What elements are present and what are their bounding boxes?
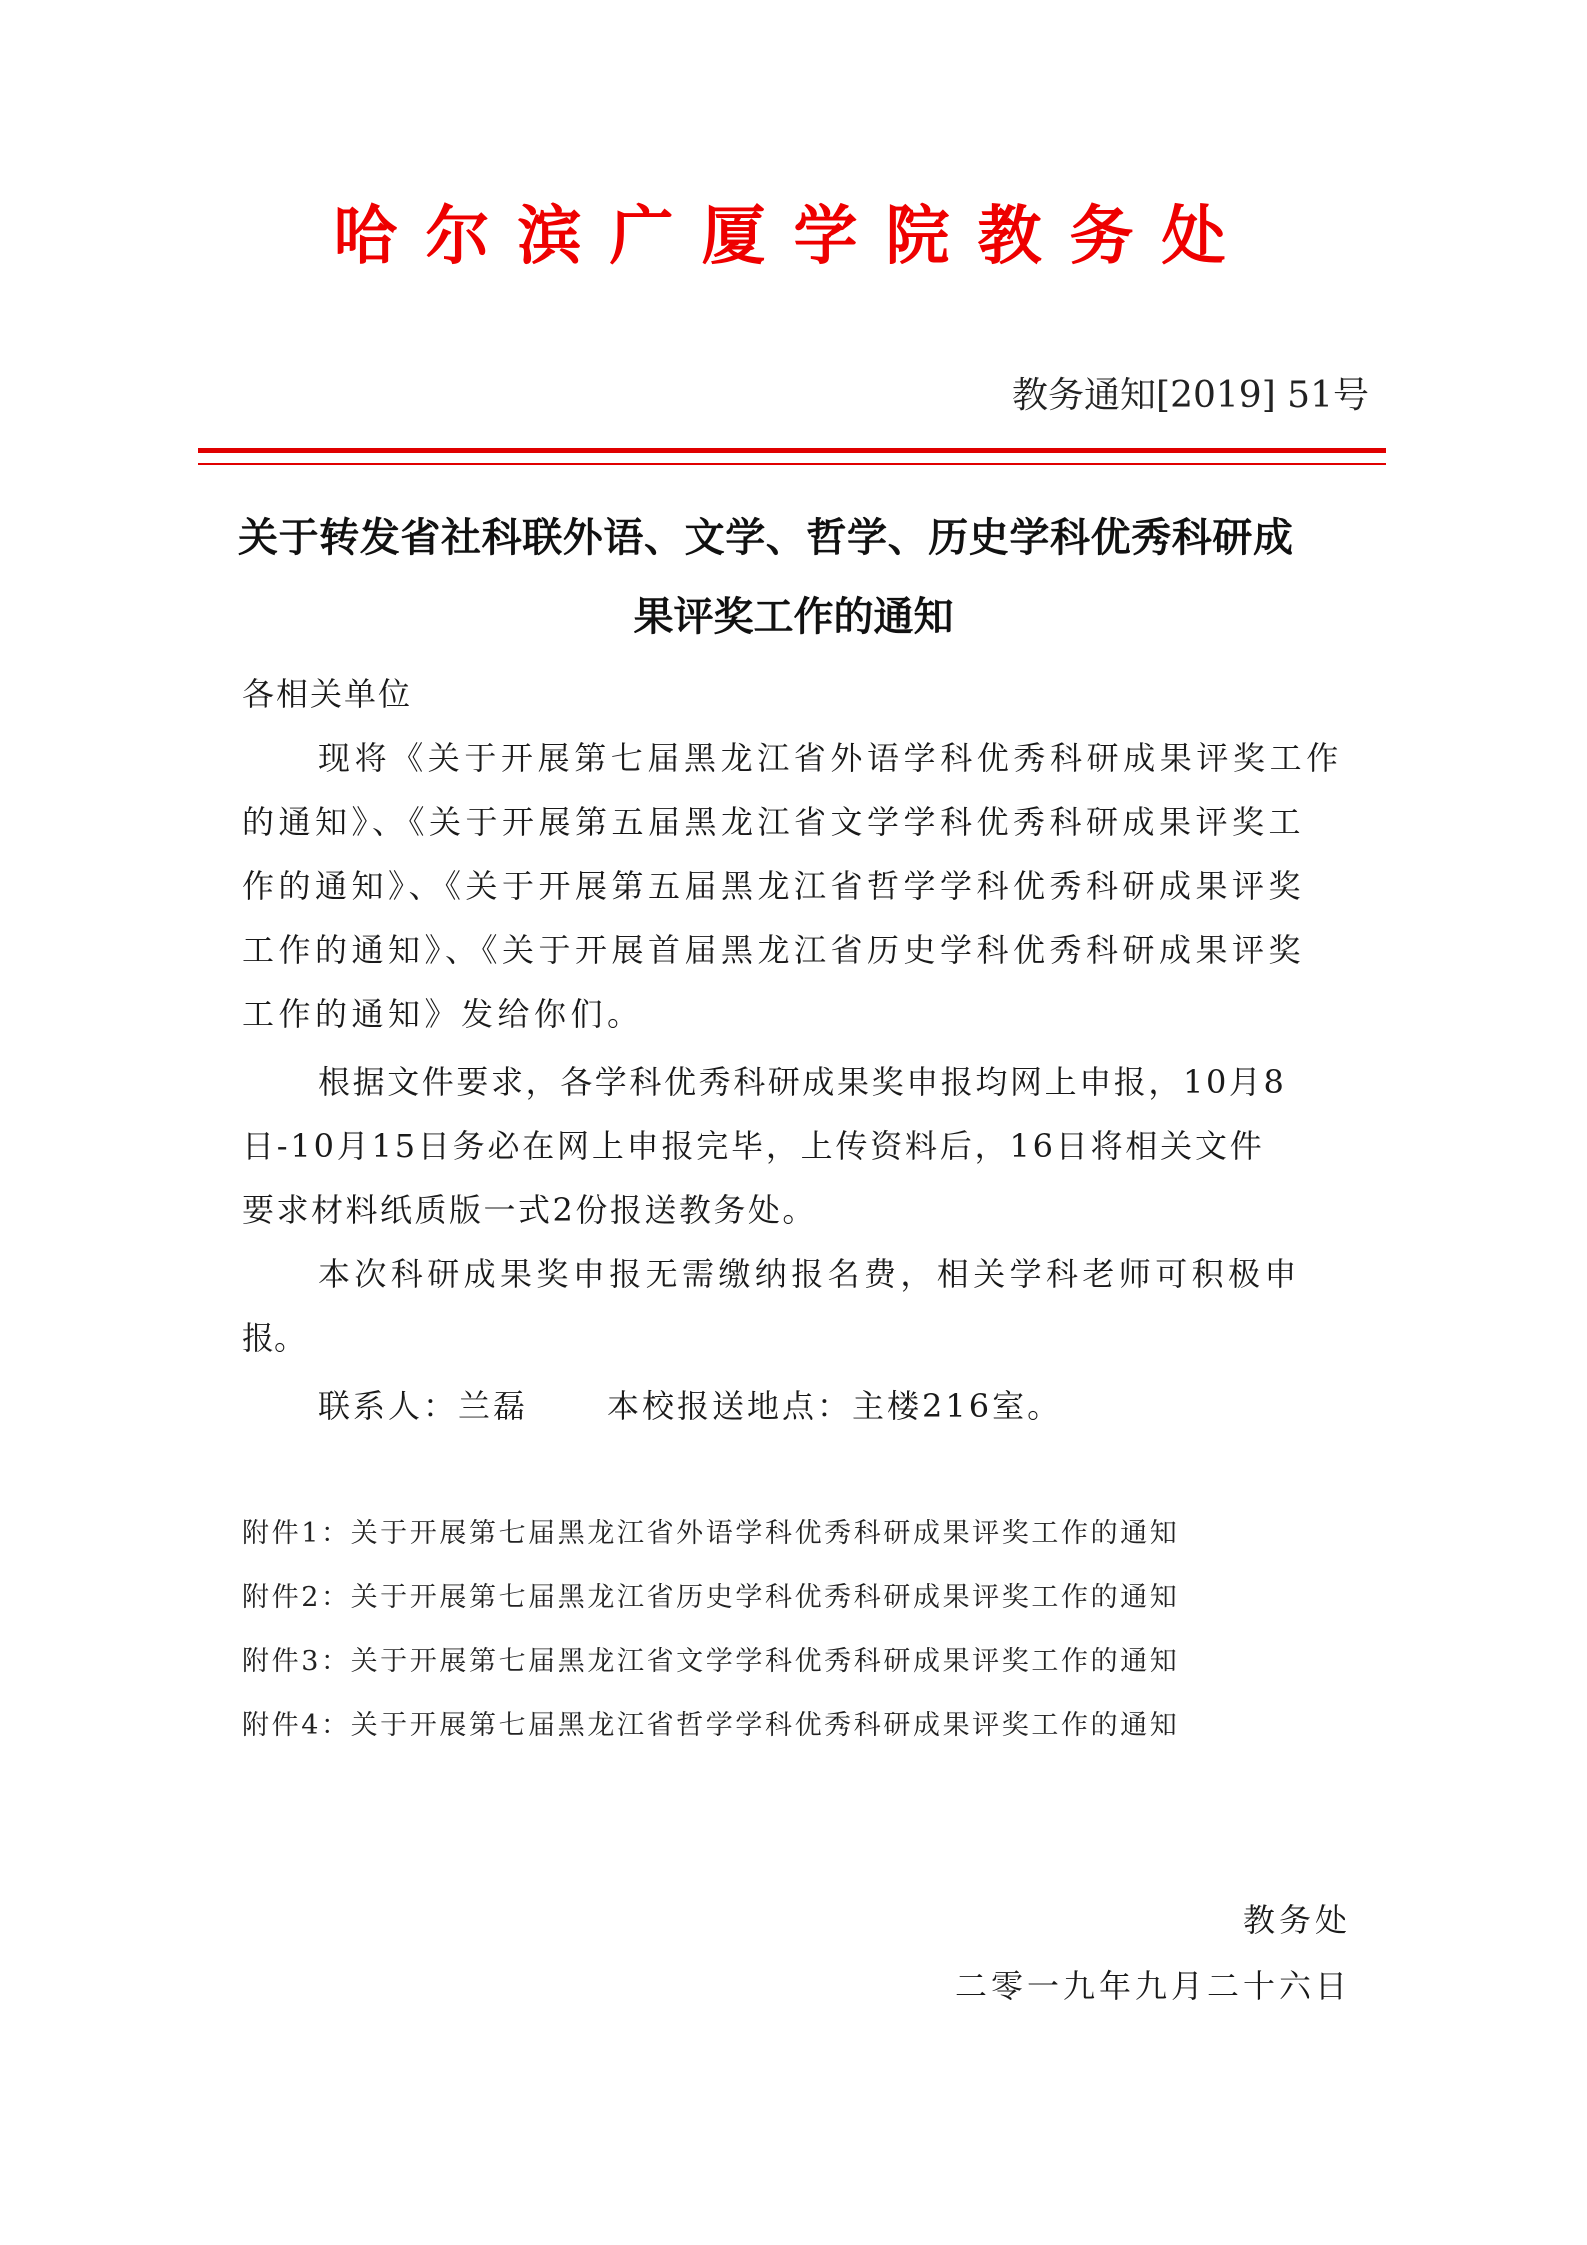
attachment-item: 附件4：关于开展第七届黑龙江省哲学学科优秀科研成果评奖工作的通知 (242, 1710, 1180, 1741)
paragraph-2-line: 要求材料纸质版一式2份报送教务处。 (242, 1191, 817, 1229)
paragraph-1-line: 作的通知》、《关于开展第五届黑龙江省哲学学科优秀科研成果评奖 (242, 867, 1306, 905)
paragraph-3-line: 报。 (242, 1319, 307, 1357)
attachment-item: 附件2：关于开展第七届黑龙江省历史学科优秀科研成果评奖工作的通知 (242, 1582, 1180, 1613)
attachment-item: 附件3：关于开展第七届黑龙江省文学学科优秀科研成果评奖工作的通知 (242, 1646, 1180, 1677)
paragraph-1-line: 工作的通知》发给你们。 (242, 995, 644, 1033)
salutation: 各相关单位 (242, 675, 413, 713)
paragraph-1-line: 的通知》、《关于开展第五届黑龙江省文学学科优秀科研成果评奖工 (242, 803, 1306, 841)
contact-line: 联系人：兰磊 本校报送地点：主楼216室。 (318, 1387, 1063, 1425)
paragraph-1-line: 现将《关于开展第七届黑龙江省外语学科优秀科研成果评奖工作 (318, 739, 1343, 777)
organization-title: 哈尔滨广厦学院教务处 (333, 200, 1254, 274)
document-number: 教务通知[2019] 51号 (1012, 375, 1369, 416)
notice-title-line-1: 关于转发省社科联外语、文学、哲学、历史学科优秀科研成 (238, 515, 1294, 561)
header-divider-thin (198, 463, 1386, 465)
paragraph-3-line: 本次科研成果奖申报无需缴纳报名费，相关学科老师可积极申 (318, 1255, 1301, 1293)
issue-date: 二零一九年九月二十六日 (954, 1967, 1351, 2005)
header-divider-thick (198, 448, 1386, 453)
notice-title-line-2: 果评奖工作的通知 (633, 594, 954, 640)
paragraph-2-line: 根据文件要求，各学科优秀科研成果奖申报均网上申报，10月8 (318, 1063, 1287, 1101)
paragraph-2-line: 日-10月15日务必在网上申报完毕，上传资料后，16日将相关文件 (242, 1127, 1265, 1165)
issuer-signature: 教务处 (1242, 1901, 1351, 1939)
attachment-item: 附件1：关于开展第七届黑龙江省外语学科优秀科研成果评奖工作的通知 (242, 1518, 1180, 1549)
paragraph-1-line: 工作的通知》、《关于开展首届黑龙江省历史学科优秀科研成果评奖 (242, 931, 1306, 969)
